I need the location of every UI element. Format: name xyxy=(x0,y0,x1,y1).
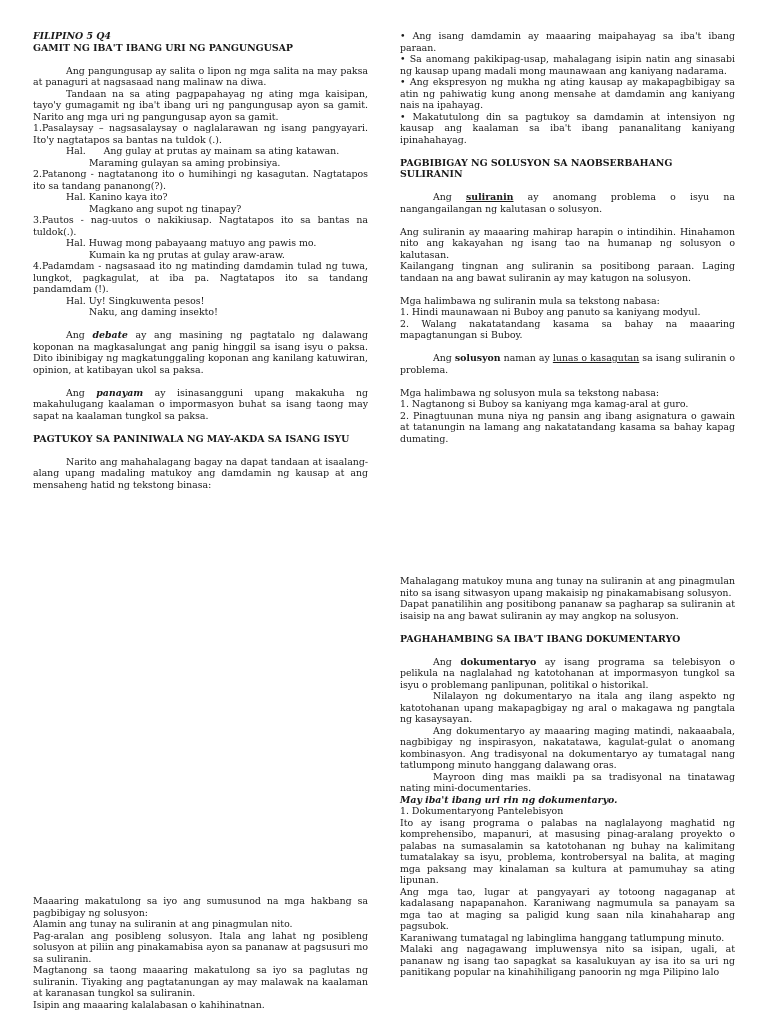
example-item: 1. Nagtanong si Buboy sa kaniyang mga kamag-aral at guro. xyxy=(400,399,689,410)
section-paragraph: Narito ang mahahalagang bagay na dapat tandaan at isaalang-alang upang madaling matukoy ang damdamin ng kausap at ang mensaheng hatid ng tekstong binasa: xyxy=(33,456,368,491)
def-pre: Ang xyxy=(433,353,455,364)
type-example: Naku, ang daming insekto! xyxy=(89,307,218,318)
suliranin-definition xyxy=(400,192,735,215)
type-example: Hal. Huwag mong pabayaang matuyo ang pawis mo. xyxy=(66,238,317,249)
def-mid: naman ay xyxy=(500,353,553,364)
panayam-term: panayam xyxy=(96,387,144,399)
bullet-dot-icon: • xyxy=(400,54,406,65)
intro-paragraph-2: Tandaan na sa ating pagpapahayag ng ating mga kaisipan, tayo'y gumagamit ng iba't ibang uri ng pangungusap ayon sa gamit. Narito ang mga uri ng pangungusap ayon sa gamit. xyxy=(33,88,368,123)
def-term: solusyon xyxy=(454,353,501,364)
type-example: Maraming gulayan sa aming probinsiya. xyxy=(89,157,281,169)
def-term-underlined: lunas o kasagutan xyxy=(552,353,640,364)
type-item-text: Malaki ang nagagawang impluwensya nito sa isipan, ugali, at pananaw ng isang tao sapagkat sa kasalukuyan ay isa ito sa uri ng panitikang popular na kinahihiligang panoorin ng mga Pilipino lalo xyxy=(400,944,735,978)
note-item xyxy=(400,261,735,284)
debate-pre: Ang xyxy=(66,330,93,341)
type-item-text: Karaniwang tumatagal ng labinglima hanggang tatlumpung minuto. xyxy=(400,932,725,944)
step-text: Magtanong sa taong maaaring makatulong sa iyo sa paglutas ng suliranin. Tiyaking ang pagtatanungan ay may malawak na kaalaman at karanasan tungkol sa suliranin. xyxy=(33,965,368,999)
section-heading: PAGBIBIGAY NG SOLUSYON SA NAOBSERBAHANG SULIRANIN xyxy=(400,157,673,180)
panayam-post: ay isinasangguni upang makakuha ng makahulugang kaalaman o impormasyon buhat sa isang taong may sapat na kaalaman tungkol sa paksa. xyxy=(33,387,368,422)
bullet-text: Ang ekspresyon ng mukha ng ating kausap ay makapagbibigay sa atin ng pahiwatig kung anong mensahe at damdamin ang kaniyang nais na ipahayag. xyxy=(400,77,736,111)
panayam-pre: Ang xyxy=(66,387,97,399)
def-pre: Ang xyxy=(433,656,461,668)
type-example: Hal. Kanino kaya ito? xyxy=(66,192,168,203)
def-post: ay isang programa sa telebisyon o pelikula na naglalahad ng katotohanan at impormasyon tungkol sa isyu o problemang panlipunan, politikal o historikal. xyxy=(400,656,735,691)
left-column-top xyxy=(33,31,368,491)
def-post: ay anomang problema o isyu na nangangailangan ng kalutasan o solusyon. xyxy=(400,192,735,215)
type-item xyxy=(400,933,735,945)
step-text: Pag-aralan ang posibleng solusyon. Itala ang lahat ng posibleng solusyon at piliin ang pinakamabisa ayon sa pananaw at pagsusuri mo sa suliranin. xyxy=(33,930,368,965)
bullet-text: Sa anomang pakikipag-usap, mahalagang isipin natin ang sinasabi ng kausap upang madali mong maunawaan ang kaniyang nadarama. xyxy=(400,54,735,77)
def-term: suliranin xyxy=(466,192,514,203)
type-item-text: Ang mga tao, lugar at pangyayari ay totoong nagaganap at kadalasang napapanahon. Karaniwang nagmumula sa panayam sa mga tao at maging sa paligid kung saan nila kinahaharap ang pagsubok. xyxy=(400,886,735,932)
note-text: Ang suliranin ay maaaring mahirap harapin o intindihin. Hinahamon nito ang kakayahan ng isang tao na humanap ng solusyon o kalutasan. xyxy=(400,226,735,261)
note-text: Kailangang tingnan ang suliranin sa positibong paraan. Laging tandaan na ang bawat suliranin ay may katugon na solusyon. xyxy=(400,261,735,284)
debate-paragraph xyxy=(33,330,368,376)
bullet-text: Ang isang damdamin ay maaaring maipahayag sa iba't ibang paraan. xyxy=(400,31,735,54)
body-paragraph: Mayroon ding mas maikli pa sa tradisyonal na tinatawag nating mini-documentaries. xyxy=(400,771,735,794)
step-item xyxy=(33,931,368,966)
type-definition: 3.Pautos - nag-uutos o nakikiusap. Nagtatapos ito sa bantas na tuldok(.). xyxy=(33,215,368,238)
step-item xyxy=(33,1000,368,1012)
step-text: Isipin ang maaaring kalalabasan o kahihinatnan. xyxy=(33,999,265,1011)
type-example: Kumain ka ng prutas at gulay araw-araw. xyxy=(89,249,285,261)
type-definition: 4.Padamdam - nagsasaad ito ng matinding damdamin tulad ng tuwa, lungkot, pagkagulat, at iba pa. Nagtatapos ito sa tandang pandamdam (!). xyxy=(33,261,368,295)
examples-intro: Mga halimbawa ng solusyon mula sa tekstong nabasa: xyxy=(400,387,660,399)
note-item xyxy=(400,599,735,622)
type-definition: 2.Patanong - nagtatanong ito o humihingi ng kasagutan. Nagtatapos ito sa tandang pananong(?). xyxy=(33,169,368,192)
type-item xyxy=(400,944,735,979)
example-item: 2. Walang nakatatandang kasama sa bahay na maaaring mapagtanungan si Buboy. xyxy=(400,318,735,341)
body-paragraph: Ang dokumentaryo ay maaaring maging matindi, nakaaabala, nagbibigay ng inspirasyon, nakatatawa, kagulat-gulat o anomang kombinasyon. Ang tradisyonal na dokumentaryo ay tumatagal nang tatlumpong minuto hanggang dalawang oras. xyxy=(400,725,735,771)
solusyon-definition xyxy=(400,353,735,376)
bullet-item xyxy=(400,112,735,147)
note-item xyxy=(400,576,735,599)
left-column-bottom xyxy=(33,896,368,1011)
examples-intro: Mga halimbawa ng suliranin mula sa tekstong nabasa: xyxy=(400,295,660,307)
bullet-dot-icon: • xyxy=(400,31,406,42)
def-pre: Ang xyxy=(433,192,467,203)
dokumentaryo-definition xyxy=(400,657,735,692)
note-item xyxy=(400,227,735,262)
def-post: sa isang suliranin o problema. xyxy=(400,353,735,376)
subject-label: FILIPINO 5 Q4 xyxy=(33,31,111,42)
example-item: 1. Hindi maunawaan ni Buboy ang panuto sa kaniyang modyul. xyxy=(400,307,701,318)
note-text: Dapat panatilihin ang positibong pananaw sa pagharap sa suliranin at isaisip na ang bawat suliranin ay may angkop na solusyon. xyxy=(400,599,735,622)
body-paragraph: Nilalayon ng dokumentaryo na itala ang ilang aspekto ng katotohanan upang makapagbigay ng aral o makagawa ng pangtala ng kasaysayan. xyxy=(400,691,735,725)
subheading: May iba't ibang uri rin ng dokumentaryo. xyxy=(400,794,618,806)
main-title: GAMIT NG IBA'T IBANG URI NG PANGUNGUSAP xyxy=(33,42,293,54)
type-example: Hal. Uy! Singkuwenta pesos! xyxy=(66,295,205,307)
type-example: Hal. Ang gulay at prutas ay mainam sa ating katawan. xyxy=(66,146,340,157)
type-example: Magkano ang supot ng tinapay? xyxy=(89,203,242,215)
note-text: Mahalagang matukoy muna ang tunay na suliranin at ang pinagmulan nito sa isang sitwasyon upang makaisip ng pinakamabisang solusyon. xyxy=(400,576,735,599)
type-item xyxy=(400,887,735,933)
right-column-top xyxy=(400,31,735,445)
bullet-dot-icon: • xyxy=(400,77,406,88)
panayam-paragraph xyxy=(33,388,368,423)
bullet-item xyxy=(400,54,735,77)
steps-intro: Maaaring makatulong sa iyo ang sumusunod na mga hakbang sa pagbibigay ng solusyon: xyxy=(33,896,368,919)
section-heading: PAGHAHAMBING SA IBA'T IBANG DOKUMENTARYO xyxy=(400,633,681,645)
type-title: 1. Dokumentaryong Pantelebisyon xyxy=(400,806,564,817)
bullet-dot-icon: • xyxy=(400,111,406,123)
intro-paragraph: Ang pangungusap ay salita o lipon ng mga salita na may paksa at panaguri at nagsasaad nang malinaw na diwa. xyxy=(33,65,368,88)
type-definition: 1.Pasalaysay – nagsasalaysay o naglalarawan ng isang pangyayari. Ito'y nagtatapos sa bantas na tuldok (.). xyxy=(33,123,368,146)
debate-post: ay ang masining ng pagtatalo ng dalawang koponan na magkasalungat ang panig hinggil sa isang isyu o paksa. Dito ibinibigay ng magkatunggaling koponan ang kanilang katuwiran, opinion, at katibayan ukol sa paksa. xyxy=(33,330,368,376)
step-text: Alamin ang tunay na suliranin at ang pinagmulan nito. xyxy=(33,919,293,930)
type-item xyxy=(400,818,735,887)
bullet-text: Makatutulong din sa pagtukoy sa damdamin at intensiyon ng kausap ang kaalaman sa iba't ibang pananalitang kaniyang ipinahahayag. xyxy=(400,111,735,146)
type-item-text: Ito ay isang programa o palabas na naglalayong maghatid ng komprehensibo, mapanuri, at masusing pinag-aralang proyekto o palabas na sumasalamin sa katotohanan ng buhay na kalimitang tumatalakay sa isyu, problema, kontrobersyal na balita, at maging mga paksang may kinalaman sa kultura at pamumuhay sa ating lipunan. xyxy=(400,817,735,886)
bullet-item xyxy=(400,77,735,112)
right-column-bottom xyxy=(400,576,735,979)
bullet-item xyxy=(400,31,735,54)
step-item xyxy=(33,965,368,1000)
example-item: 2. Pinagtuunan muna niya ng pansin ang ibang asignatura o gawain at tatanungin na lamang ang nakatatandang kasama sa bahay kapag dumating. xyxy=(400,410,735,445)
step-item xyxy=(33,919,368,931)
def-term: dokumentaryo xyxy=(460,656,537,668)
section-heading: PAGTUKOY SA PANINIWALA NG MAY-AKDA SA ISANG ISYU xyxy=(33,433,350,445)
debate-term: debate xyxy=(92,330,128,341)
